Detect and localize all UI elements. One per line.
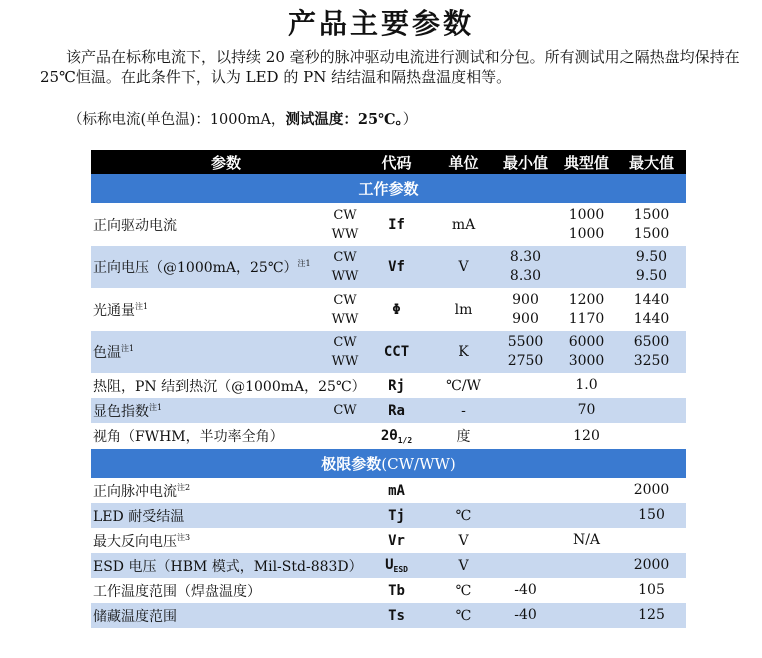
row-variant: CW WW xyxy=(329,331,361,373)
conditions-suffix: ） xyxy=(402,112,418,128)
row-name: 最大反向电压$^{注3}$ xyxy=(93,532,191,550)
row-code: mA xyxy=(388,482,405,499)
table-row xyxy=(91,503,686,528)
row-max: 1440 1440 xyxy=(633,291,670,327)
header-code: 代码 xyxy=(361,150,432,174)
row-unit: V xyxy=(432,553,495,578)
section-operating-label: 工作参数 xyxy=(91,174,686,203)
row-code: CCT xyxy=(361,331,432,373)
row-unit: ℃ xyxy=(455,582,472,599)
table-row xyxy=(91,553,686,578)
table-row xyxy=(91,423,686,449)
parameter-table xyxy=(91,150,686,628)
row-name: 储藏温度范围 xyxy=(91,603,361,628)
row-max: 9.50 9.50 xyxy=(617,246,686,288)
header-param: 参数 xyxy=(91,150,361,174)
row-min xyxy=(495,503,556,528)
row-name: 正向驱动电流 xyxy=(93,217,177,234)
row-code: Tb xyxy=(388,582,405,599)
table-row xyxy=(91,398,686,423)
intro-paragraph: 该产品在标称电流下，以持续 20 毫秒的脉冲驱动电流进行测试和分包。所有测试用之隔热盘均保持在 25℃恒温。在此条件下，认为 LED 的 PN 结结温和隔热盘温度相等。 xyxy=(40,48,740,86)
row-min: 8.30 8.30 xyxy=(495,246,556,288)
row-unit: ℃ xyxy=(432,503,495,528)
row-code: Ts xyxy=(361,603,432,628)
row-min: 5500 2750 xyxy=(495,331,556,373)
row-min xyxy=(495,478,556,503)
row-typ: 120 xyxy=(573,427,600,444)
row-code: Rj xyxy=(388,377,405,394)
row-code: $2\theta_{1/2}$ xyxy=(380,427,413,445)
row-max xyxy=(617,528,686,553)
row-max: 150 xyxy=(617,503,686,528)
row-name: 工作温度范围（焊盘温度） xyxy=(93,583,261,600)
table-row xyxy=(91,603,686,628)
row-variant: CW xyxy=(329,398,361,423)
table-row xyxy=(91,331,686,373)
row-typ xyxy=(556,603,617,628)
row-min xyxy=(495,553,556,578)
table-row xyxy=(91,578,686,603)
section-limits-label: 极限参数(CW/WW) xyxy=(91,449,686,478)
row-unit: - xyxy=(432,398,495,423)
row-typ: 1200 1170 xyxy=(568,291,605,327)
header-max: 最大值 xyxy=(617,150,686,174)
row-variant: CW WW xyxy=(329,246,361,288)
table-row xyxy=(91,246,686,288)
row-min xyxy=(495,398,556,423)
table-row xyxy=(91,203,686,246)
row-name: 正向电压（@1000mA，25℃）$^{注1}$ xyxy=(91,246,329,288)
row-code: Ra xyxy=(361,398,432,423)
header-min: 最小值 xyxy=(495,150,556,174)
row-typ: 1000 1000 xyxy=(568,206,605,242)
row-code: Tj xyxy=(361,503,432,528)
row-variant: CW WW xyxy=(331,207,359,242)
header-unit: 单位 xyxy=(432,150,495,174)
row-typ: 6000 3000 xyxy=(556,331,617,373)
row-min xyxy=(495,423,556,449)
row-max xyxy=(617,423,686,449)
row-unit: ℃/W xyxy=(446,377,481,394)
table-row xyxy=(91,528,686,553)
row-unit: lm xyxy=(454,301,473,318)
row-name: 正向脉冲电流$^{注2}$ xyxy=(93,482,191,500)
row-name: 热阻，PN 结到热沉（@1000mA，25℃） xyxy=(93,378,366,395)
row-name: ESD 电压（HBM 模式，Mil-Std-883D） xyxy=(91,553,361,578)
row-name: 视角（FWHM，半功率全角） xyxy=(93,429,284,445)
section-limits xyxy=(91,449,686,478)
row-code: Vr xyxy=(388,532,405,549)
row-unit xyxy=(432,478,495,503)
row-variant: CW WW xyxy=(331,292,359,327)
row-name: LED 耐受结温 xyxy=(91,503,361,528)
test-conditions xyxy=(68,110,762,130)
row-typ: 1.0 xyxy=(575,377,598,393)
row-max: 105 xyxy=(638,582,665,598)
row-min: -40 xyxy=(514,582,537,598)
row-min xyxy=(495,373,556,398)
row-typ xyxy=(556,478,617,503)
conditions-bold: 测试温度：25℃。 xyxy=(285,111,403,128)
row-typ: N/A xyxy=(572,532,601,548)
row-typ xyxy=(556,578,617,603)
conditions-prefix: （标称电流(单色温)：1000mA， xyxy=(68,112,286,128)
row-unit: V xyxy=(458,532,469,549)
row-max xyxy=(617,398,686,423)
row-typ xyxy=(556,503,617,528)
row-unit: mA xyxy=(451,216,476,233)
row-max: 1500 1500 xyxy=(633,206,670,242)
row-max: 6500 3250 xyxy=(617,331,686,373)
section-operating xyxy=(91,174,686,203)
row-typ xyxy=(556,246,617,288)
row-typ xyxy=(556,553,617,578)
row-typ: 70 xyxy=(556,398,617,423)
table-row xyxy=(91,288,686,331)
row-name: 光通量$^{注1}$ xyxy=(93,301,149,319)
header-typ: 典型值 xyxy=(556,150,617,174)
table-header xyxy=(91,150,686,174)
row-code: If xyxy=(388,216,405,233)
row-min xyxy=(495,203,556,246)
row-unit: K xyxy=(432,331,495,373)
row-name: 显色指数$^{注1}$ xyxy=(91,398,329,423)
row-min: 900 900 xyxy=(512,291,539,327)
table-row xyxy=(91,478,686,503)
table-row xyxy=(91,373,686,398)
row-unit: 度 xyxy=(456,429,471,445)
row-max xyxy=(617,373,686,398)
row-min: -40 xyxy=(495,603,556,628)
row-code: $U_{ESD}$ xyxy=(361,553,432,578)
row-max: 2000 xyxy=(617,553,686,578)
row-min xyxy=(495,528,556,553)
page-title: 产品主要参数 xyxy=(287,7,474,40)
row-max: 2000 xyxy=(633,482,670,498)
row-code: Vf xyxy=(361,246,432,288)
row-unit: ℃ xyxy=(432,603,495,628)
row-code: Φ xyxy=(392,301,401,318)
row-max: 125 xyxy=(617,603,686,628)
row-name: 色温$^{注1}$ xyxy=(91,331,329,373)
row-unit: V xyxy=(432,246,495,288)
